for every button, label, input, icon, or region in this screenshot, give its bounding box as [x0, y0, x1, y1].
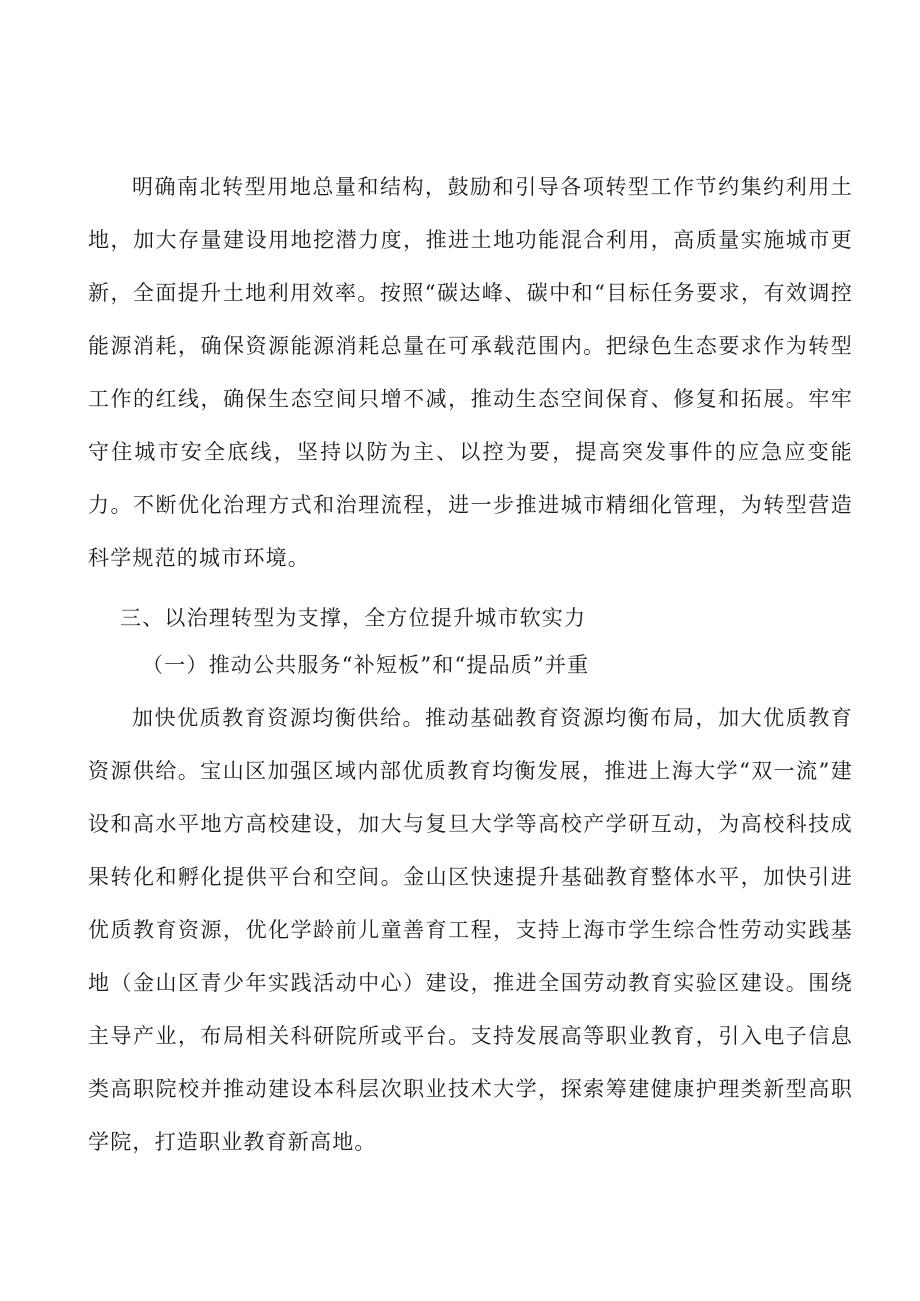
- section-heading: 三、以治理转型为支撑，全方位提升城市软实力: [120, 606, 587, 630]
- subsection-heading: （一）推动公共服务“补短板”和“提品质”并重: [142, 653, 590, 677]
- body-paragraph-education: 加快优质教育资源均衡供给。推动基础教育资源均衡布局，加大优质教育资源供给。宝山区加强区域内部优质教育均衡发展，推进上海大学“双一流”建设和高水平地方高校建设，加大与复旦大学等高校产学研互动，为高校科技成果转化和孵化提供平台和空间。金山区快速提升基础教育整体水平，加快引进优质教育资源，优化学龄前儿童善育工程，支持上海市学生综合性劳动实践基地（金山区青少年实践活动中心）建设，推进全国劳动教育实验区建设。围绕主导产业，布局相关科研院所或平台。支持发展高等职业教育，引入电子信息类高职院校并推动建设本科层次职业技术大学，探索筹建健康护理类新型高职学院，打造职业教育新高地。: [88, 706, 853, 1154]
- body-paragraph-land-use: 明确南北转型用地总量和结构，鼓励和引导各项转型工作节约集约利用土地，加大存量建设用地挖潜力度，推进土地功能混合利用，高质量实施城市更新，全面提升土地利用效率。按照“碳达峰、碳中和“目标任务要求，有效调控能源消耗，确保资源能源消耗总量在可承载范围内。把绿色生态要求作为转型工作的红线，确保生态空间只增不减，推动生态空间保育、修复和拓展。牢牢守住城市安全底线，坚持以防为主、以控为要，提高突发事件的应急应变能力。不断优化治理方式和治理流程，进一步推进城市精细化管理，为转型营造科学规范的城市环境。: [88, 175, 853, 570]
